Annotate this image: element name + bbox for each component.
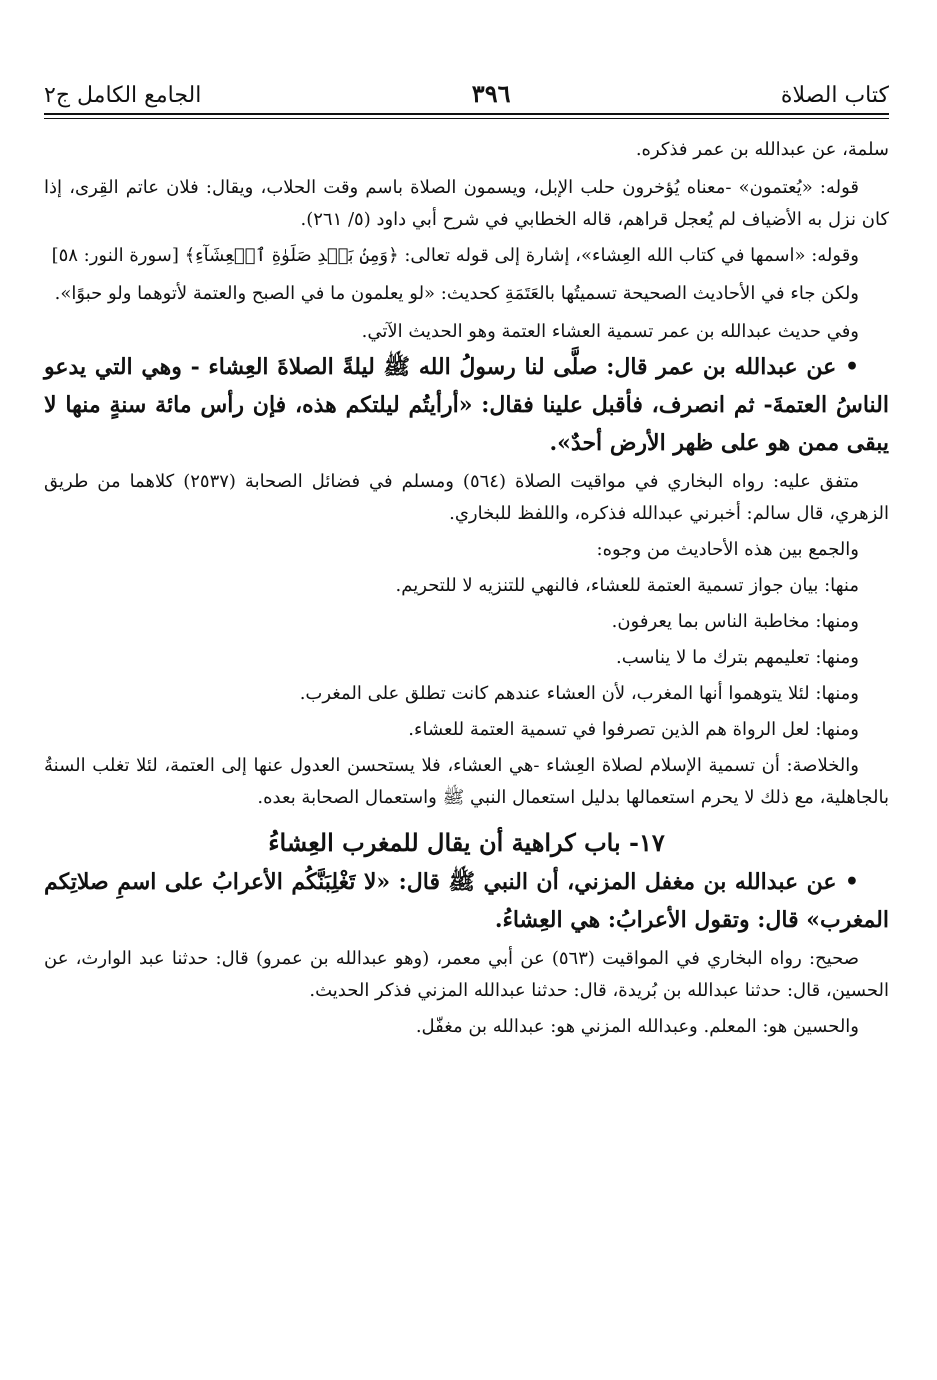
hadith-text: • عن عبدالله بن مغفل المزني، أن النبي ﷺ قال: «لا تَغْلِبَنَّكُم الأعرابُ على اسمِ صلاتِكم المغرب» قال: وتقول الأعرابُ: هي العِشاءُ. — [44, 869, 889, 933]
citation: متفق عليه: رواه البخاري في مواقيت الصلاة (٥٦٤) ومسلم في فضائل الصحابة (٢٥٣٧) كلاهما من طريق الزهري، قال سالم: أخبرني عبدالله فذكره، واللفظ للبخاري. — [44, 471, 889, 524]
paragraph: قوله: «يُعتمون» -معناه يُؤخرون حلب الإبل، ويسمون الصلاة باسم وقت الحلاب، ويقال: فلان عاتم القِرى، إذا كان نزل به الأضياف لم يُعجل قراهم، قاله الخطابي في شرح أبي داود (٥/ ٢٦١). — [44, 177, 889, 230]
paragraph: وفي حديث عبدالله بن عمر تسمية العشاء العتمة وهو الحديث الآتي. — [361, 321, 859, 342]
hadith-text: • عن عبدالله بن عمر قال: صلَّى لنا رسولُ الله ﷺ ليلةً الصلاةَ العِشاء - وهي التي يدعو الناسُ العتمةَ- ثم انصرف، فأقبل علينا فقال: «أرأيتُم ليلتكم هذه، فإن رأس مائة سنةٍ منها لا يبقى ممن هو على ظهر الأرض أحدٌ». — [44, 354, 889, 456]
list-item: ومنها: تعليمهم بترك ما لا يناسب. — [616, 647, 859, 668]
book-title: كتاب الصلاة — [780, 83, 889, 108]
header-rule-thick — [44, 113, 889, 115]
paragraph: وقوله: «اسمها في كتاب الله العِشاء»، إشارة إلى قوله تعالى: ﴿وَمِنۢ بَعۡدِ صَلَوٰةِ ٱلۡعِشَآءِ﴾ [سورة النور: ٥٨] — [51, 245, 859, 266]
conclusion-paragraph: والخلاصة: أن تسمية الإسلام لصلاة العِشاء -هي العشاء، فلا يستحسن العدول عنها إلى العتمة، لئلا تغلب السنةُ بالجاهلية، مع ذلك لا يحرم استعمالها بدليل استعمال النبي ﷺ واستعمال الصحابة بعده. — [44, 755, 889, 808]
paragraph: والجمع بين هذه الأحاديث من وجوه: — [596, 539, 859, 560]
chapter-heading: ١٧- باب كراهية أن يقال للمغرب العِشاءُ — [268, 828, 665, 857]
list-item: ومنها: لئلا يتوهموا أنها المغرب، لأن العشاء عندهم كانت تطلق على المغرب. — [299, 683, 859, 704]
list-item: ومنها: مخاطبة الناس بما يعرفون. — [611, 611, 859, 632]
page-body — [44, 134, 889, 1043]
list-item: ومنها: لعل الرواة هم الذين تصرفوا في تسمية العتمة للعشاء. — [408, 719, 859, 740]
running-header — [44, 72, 889, 108]
header-rule-thin — [44, 118, 889, 119]
citation: صحيح: رواه البخاري في المواقيت (٥٦٣) عن أبي معمر، (وهو عبدالله بن عمرو) قال: حدثنا عبد الوارث، عن الحسين، قال: حدثنا عبدالله بن بُريدة، قال: حدثنا عبدالله المزني فذكر الحديث. — [44, 948, 889, 1001]
paragraph: ولكن جاء في الأحاديث الصحيحة تسميتُها بالعَتَمَةِ كحديث: «لو يعلمون ما في الصبح والعتمة لأتوهما ولو حبوًا». — [54, 283, 859, 304]
page-number: ٣٩٦ — [471, 79, 511, 108]
paragraph: والحسين هو: المعلم. وعبدالله المزني هو: عبدالله بن مغفّل. — [415, 1016, 859, 1037]
collection-title: الجامع الكامل ج٢ — [44, 83, 202, 108]
paragraph: سلمة، عن عبدالله بن عمر فذكره. — [635, 139, 889, 160]
list-item: منها: بيان جواز تسمية العتمة للعشاء، فالنهي للتنزيه لا للتحريم. — [395, 575, 859, 596]
